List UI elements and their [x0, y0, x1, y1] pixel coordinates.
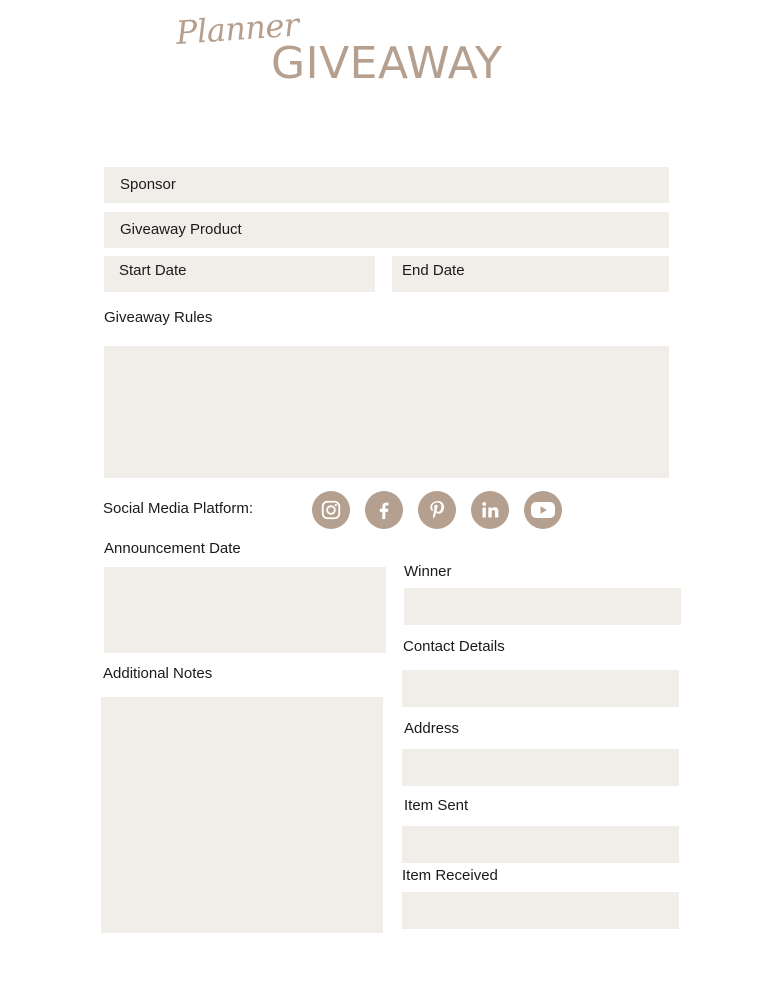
item-sent-field[interactable] — [402, 826, 679, 863]
start-date-label: Start Date — [119, 262, 187, 279]
planner-script-title: Planner — [174, 5, 300, 52]
item-received-field[interactable] — [402, 892, 679, 929]
pinterest-icon[interactable] — [418, 491, 456, 529]
end-date-label: End Date — [402, 262, 465, 279]
announcement-date-label: Announcement Date — [104, 540, 241, 557]
item-received-label: Item Received — [402, 867, 498, 884]
linkedin-icon[interactable] — [471, 491, 509, 529]
item-sent-label: Item Sent — [404, 797, 469, 814]
announcement-date-field[interactable] — [104, 567, 386, 653]
giveaway-rules-field[interactable] — [104, 346, 669, 478]
winner-label: Winner — [404, 563, 452, 580]
start-date-field[interactable] — [104, 256, 375, 292]
sponsor-field[interactable] — [104, 167, 669, 203]
end-date-field[interactable] — [392, 256, 669, 292]
facebook-icon[interactable] — [365, 491, 403, 529]
instagram-icon[interactable] — [312, 491, 350, 529]
address-field[interactable] — [402, 749, 679, 786]
page-title: GIVEAWAY — [271, 38, 503, 89]
additional-notes-label: Additional Notes — [103, 665, 213, 682]
additional-notes-field[interactable] — [101, 697, 383, 933]
contact-details-field[interactable] — [402, 670, 679, 707]
sponsor-label: Sponsor — [120, 176, 176, 193]
giveaway-product-label: Giveaway Product — [120, 221, 242, 238]
address-label: Address — [404, 720, 460, 737]
winner-field[interactable] — [404, 588, 681, 625]
social-media-platform-label: Social Media Platform: — [103, 500, 254, 517]
giveaway-product-field[interactable] — [104, 212, 669, 248]
youtube-icon[interactable] — [524, 491, 562, 529]
contact-details-label: Contact Details — [403, 638, 505, 655]
giveaway-rules-label: Giveaway Rules — [104, 309, 213, 326]
